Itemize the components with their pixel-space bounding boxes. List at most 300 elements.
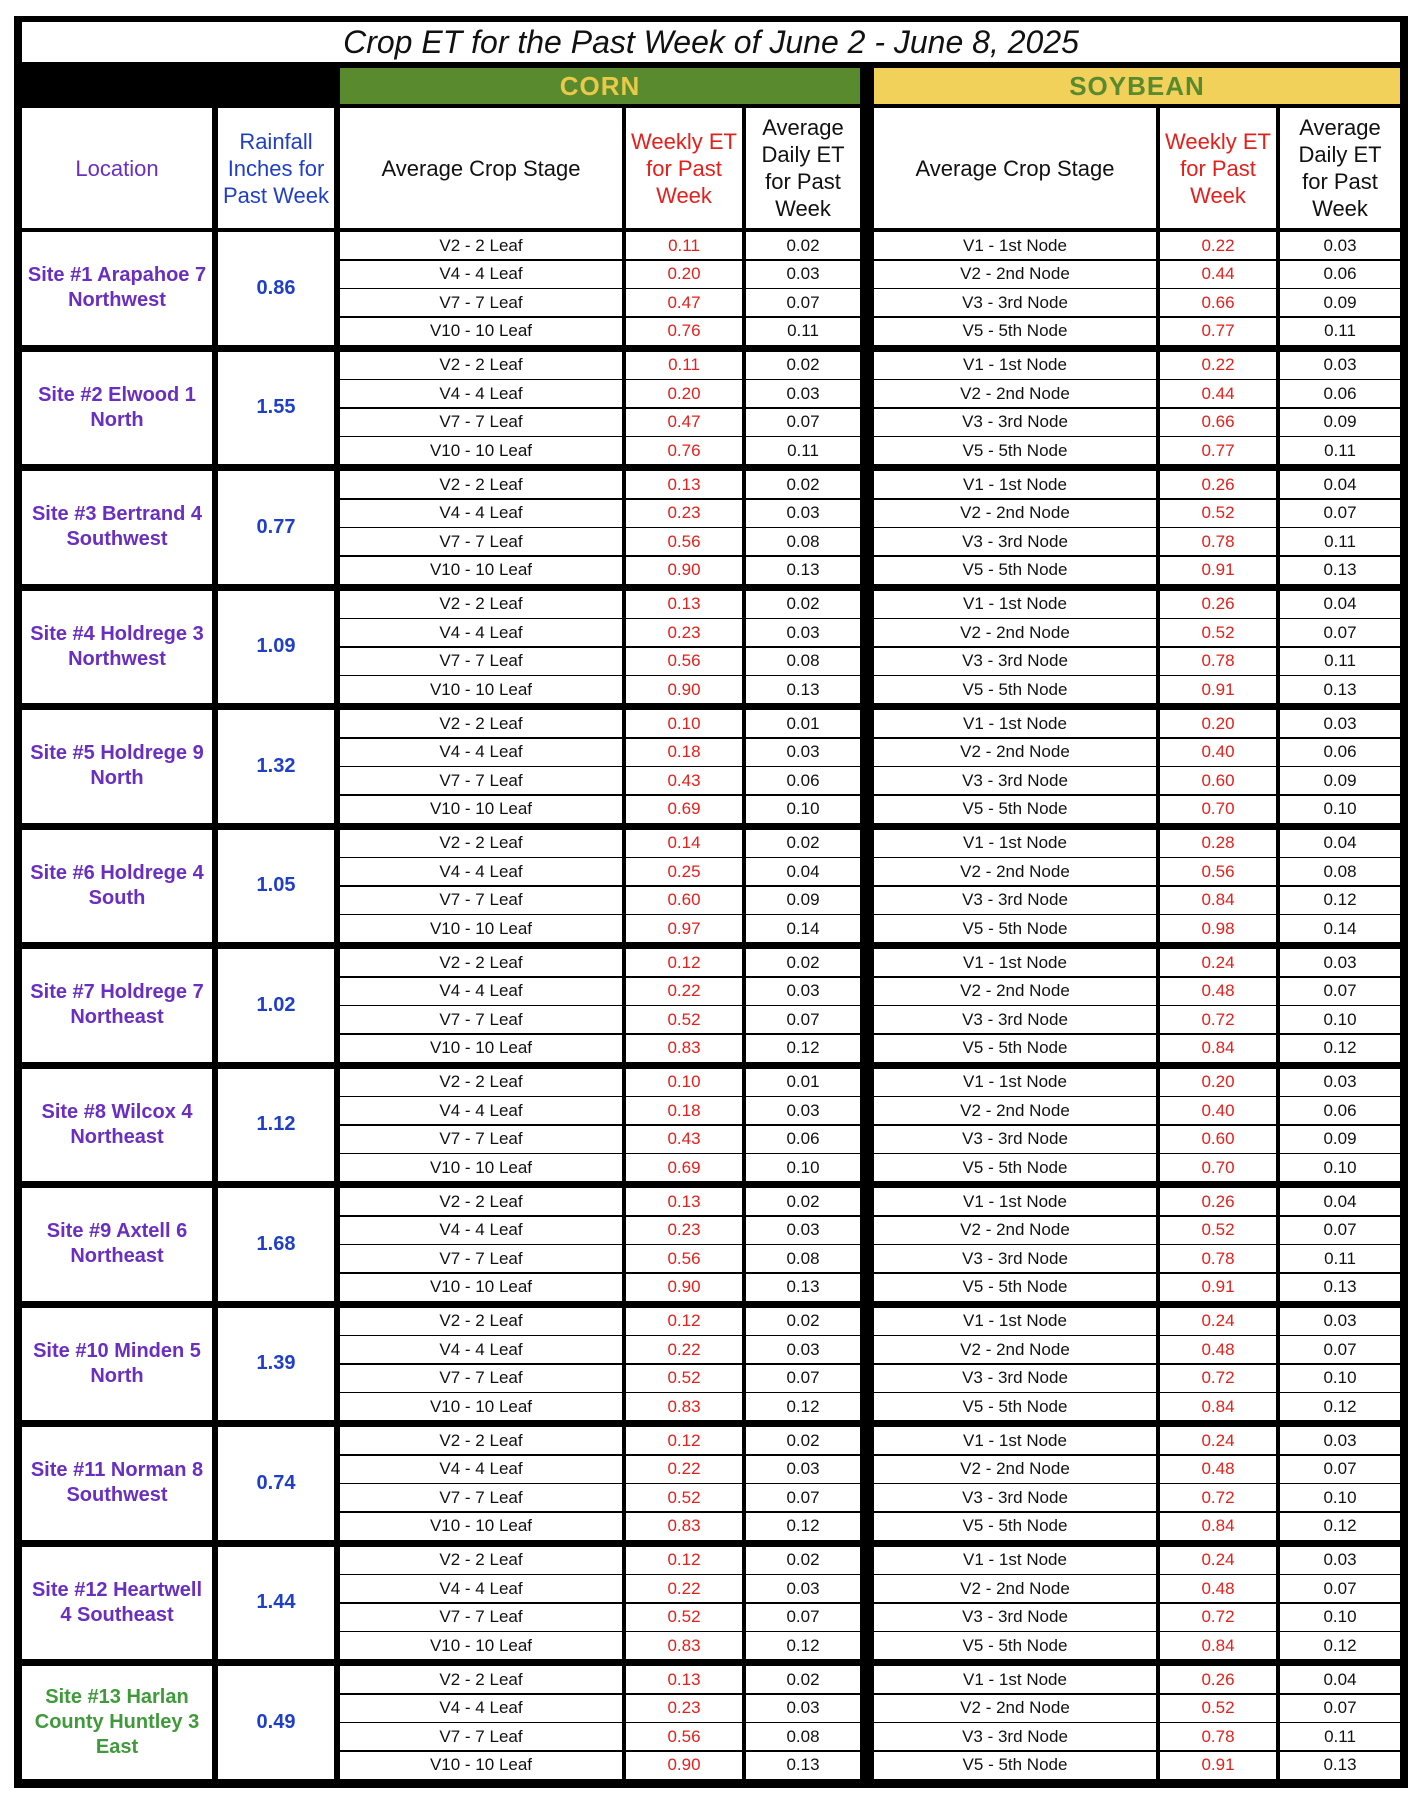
soy-daily-et: 0.09 xyxy=(1280,1126,1400,1153)
corn-daily-et: 0.09 xyxy=(746,887,860,914)
soy-daily-et: 0.10 xyxy=(1280,1604,1400,1631)
soy-stage: V2 - 2nd Node xyxy=(874,261,1156,288)
corn-weekly-et: 0.83 xyxy=(626,1035,742,1062)
corn-stage: V7 - 7 Leaf xyxy=(340,1126,622,1153)
corn-daily-et: 0.08 xyxy=(746,1723,860,1750)
corn-stage: V10 - 10 Leaf xyxy=(340,1513,622,1540)
corn-stage: V10 - 10 Leaf xyxy=(340,318,622,345)
corn-daily-et: 0.11 xyxy=(746,318,860,345)
soy-stage: V1 - 1st Node xyxy=(874,949,1156,976)
soy-stage: V5 - 5th Node xyxy=(874,437,1156,464)
soy-weekly-et: 0.84 xyxy=(1160,1035,1276,1062)
soy-stage: V3 - 3rd Node xyxy=(874,887,1156,914)
corn-stage: V2 - 2 Leaf xyxy=(340,1308,622,1335)
corn-stage: V10 - 10 Leaf xyxy=(340,1632,622,1659)
corn-weekly-et: 0.11 xyxy=(626,352,742,379)
site-rainfall: 1.68 xyxy=(218,1188,334,1301)
corn-stage: V2 - 2 Leaf xyxy=(340,830,622,857)
corn-stage: V10 - 10 Leaf xyxy=(340,557,622,584)
soy-weekly-et: 0.20 xyxy=(1160,710,1276,737)
corn-daily-et: 0.06 xyxy=(746,767,860,794)
corn-weekly-et: 0.83 xyxy=(626,1632,742,1659)
soy-stage: V2 - 2nd Node xyxy=(874,1575,1156,1602)
corn-stage: V7 - 7 Leaf xyxy=(340,1723,622,1750)
soy-stage: V2 - 2nd Node xyxy=(874,1097,1156,1124)
corn-stage: V4 - 4 Leaf xyxy=(340,1336,622,1363)
corn-daily-et: 0.07 xyxy=(746,1484,860,1511)
corn-weekly-et: 0.90 xyxy=(626,1752,742,1779)
corn-daily-et: 0.02 xyxy=(746,830,860,857)
corn-weekly-et: 0.25 xyxy=(626,858,742,885)
corn-daily-et: 0.02 xyxy=(746,591,860,618)
soy-stage: V3 - 3rd Node xyxy=(874,1484,1156,1511)
soy-weekly-et: 0.70 xyxy=(1160,1154,1276,1181)
corn-daily-et: 0.03 xyxy=(746,1336,860,1363)
soy-daily-et: 0.07 xyxy=(1280,978,1400,1005)
corn-stage: V7 - 7 Leaf xyxy=(340,1604,622,1631)
corn-stage: V10 - 10 Leaf xyxy=(340,437,622,464)
soy-stage: V2 - 2nd Node xyxy=(874,858,1156,885)
site-rainfall: 1.05 xyxy=(218,830,334,943)
site-location: Site #12 Heartwell 4 Southeast xyxy=(22,1547,212,1660)
soy-daily-et: 0.04 xyxy=(1280,1188,1400,1215)
soybean-band: SOYBEAN xyxy=(874,68,1400,104)
soy-weekly-et: 0.78 xyxy=(1160,1723,1276,1750)
soy-weekly-et: 0.91 xyxy=(1160,1752,1276,1779)
soy-daily-et: 0.03 xyxy=(1280,1069,1400,1096)
corn-weekly-et: 0.23 xyxy=(626,1217,742,1244)
corn-daily-et: 0.01 xyxy=(746,1069,860,1096)
soy-weekly-et: 0.72 xyxy=(1160,1006,1276,1033)
soy-daily-et: 0.03 xyxy=(1280,949,1400,976)
header-corn-stage: Average Crop Stage xyxy=(340,108,622,228)
corn-stage: V7 - 7 Leaf xyxy=(340,289,622,316)
corn-daily-et: 0.03 xyxy=(746,1217,860,1244)
soy-stage: V2 - 2nd Node xyxy=(874,1456,1156,1483)
corn-stage: V4 - 4 Leaf xyxy=(340,1217,622,1244)
soy-stage: V5 - 5th Node xyxy=(874,1154,1156,1181)
soy-weekly-et: 0.78 xyxy=(1160,528,1276,555)
corn-stage: V4 - 4 Leaf xyxy=(340,739,622,766)
corn-weekly-et: 0.23 xyxy=(626,1695,742,1722)
soy-daily-et: 0.10 xyxy=(1280,1365,1400,1392)
site-location: Site #6 Holdrege 4 South xyxy=(22,830,212,943)
soy-daily-et: 0.06 xyxy=(1280,261,1400,288)
corn-weekly-et: 0.23 xyxy=(626,500,742,527)
soy-daily-et: 0.07 xyxy=(1280,1695,1400,1722)
soy-weekly-et: 0.66 xyxy=(1160,409,1276,436)
corn-stage: V7 - 7 Leaf xyxy=(340,1484,622,1511)
corn-stage: V4 - 4 Leaf xyxy=(340,1097,622,1124)
soy-stage: V1 - 1st Node xyxy=(874,1188,1156,1215)
corn-weekly-et: 0.83 xyxy=(626,1513,742,1540)
site-rainfall: 1.02 xyxy=(218,949,334,1062)
soy-stage: V3 - 3rd Node xyxy=(874,648,1156,675)
soy-daily-et: 0.07 xyxy=(1280,1336,1400,1363)
corn-stage: V10 - 10 Leaf xyxy=(340,1035,622,1062)
site-rainfall: 0.86 xyxy=(218,232,334,345)
corn-weekly-et: 0.10 xyxy=(626,1069,742,1096)
corn-stage: V7 - 7 Leaf xyxy=(340,887,622,914)
soy-daily-et: 0.07 xyxy=(1280,500,1400,527)
corn-stage: V10 - 10 Leaf xyxy=(340,676,622,703)
soy-weekly-et: 0.44 xyxy=(1160,261,1276,288)
header-rainfall: Rainfall Inches for Past Week xyxy=(218,108,334,228)
site-rainfall: 0.49 xyxy=(218,1666,334,1779)
soy-daily-et: 0.03 xyxy=(1280,352,1400,379)
header-soy-weekly-et: Weekly ET for Past Week xyxy=(1160,108,1276,228)
site-location: Site #1 Arapahoe 7 Northwest xyxy=(22,232,212,345)
soy-weekly-et: 0.24 xyxy=(1160,949,1276,976)
soy-weekly-et: 0.26 xyxy=(1160,471,1276,498)
soy-daily-et: 0.12 xyxy=(1280,1632,1400,1659)
corn-weekly-et: 0.22 xyxy=(626,978,742,1005)
soy-weekly-et: 0.20 xyxy=(1160,1069,1276,1096)
corn-stage: V2 - 2 Leaf xyxy=(340,352,622,379)
corn-daily-et: 0.08 xyxy=(746,648,860,675)
soy-weekly-et: 0.77 xyxy=(1160,318,1276,345)
soy-daily-et: 0.03 xyxy=(1280,1427,1400,1454)
soy-stage: V2 - 2nd Node xyxy=(874,500,1156,527)
corn-daily-et: 0.02 xyxy=(746,949,860,976)
site-location: Site #13 Harlan County Huntley 3 East xyxy=(22,1666,212,1779)
site-rainfall: 1.55 xyxy=(218,352,334,465)
soy-daily-et: 0.03 xyxy=(1280,232,1400,259)
corn-weekly-et: 0.22 xyxy=(626,1336,742,1363)
soy-daily-et: 0.11 xyxy=(1280,1723,1400,1750)
corn-daily-et: 0.08 xyxy=(746,1245,860,1272)
site-location: Site #7 Holdrege 7 Northeast xyxy=(22,949,212,1062)
site-location: Site #10 Minden 5 North xyxy=(22,1308,212,1421)
corn-band: CORN xyxy=(340,68,860,104)
soy-stage: V5 - 5th Node xyxy=(874,796,1156,823)
soy-daily-et: 0.06 xyxy=(1280,380,1400,407)
soy-stage: V5 - 5th Node xyxy=(874,1632,1156,1659)
soy-stage: V2 - 2nd Node xyxy=(874,619,1156,646)
corn-weekly-et: 0.97 xyxy=(626,915,742,942)
corn-stage: V2 - 2 Leaf xyxy=(340,471,622,498)
corn-daily-et: 0.03 xyxy=(746,500,860,527)
soy-daily-et: 0.12 xyxy=(1280,887,1400,914)
soy-stage: V5 - 5th Node xyxy=(874,1274,1156,1301)
soy-daily-et: 0.13 xyxy=(1280,1752,1400,1779)
corn-weekly-et: 0.52 xyxy=(626,1604,742,1631)
soy-stage: V1 - 1st Node xyxy=(874,591,1156,618)
corn-stage: V7 - 7 Leaf xyxy=(340,1006,622,1033)
soy-weekly-et: 0.48 xyxy=(1160,978,1276,1005)
corn-daily-et: 0.03 xyxy=(746,978,860,1005)
corn-stage: V4 - 4 Leaf xyxy=(340,1695,622,1722)
soy-weekly-et: 0.48 xyxy=(1160,1336,1276,1363)
corn-daily-et: 0.02 xyxy=(746,1666,860,1693)
soy-weekly-et: 0.66 xyxy=(1160,289,1276,316)
corn-daily-et: 0.14 xyxy=(746,915,860,942)
corn-stage: V10 - 10 Leaf xyxy=(340,915,622,942)
corn-stage: V10 - 10 Leaf xyxy=(340,796,622,823)
corn-daily-et: 0.07 xyxy=(746,409,860,436)
corn-stage: V4 - 4 Leaf xyxy=(340,261,622,288)
soy-daily-et: 0.04 xyxy=(1280,471,1400,498)
corn-stage: V4 - 4 Leaf xyxy=(340,858,622,885)
soy-daily-et: 0.10 xyxy=(1280,1006,1400,1033)
soy-stage: V1 - 1st Node xyxy=(874,352,1156,379)
soy-weekly-et: 0.77 xyxy=(1160,437,1276,464)
corn-stage: V7 - 7 Leaf xyxy=(340,767,622,794)
soy-weekly-et: 0.52 xyxy=(1160,1217,1276,1244)
site-rainfall: 1.12 xyxy=(218,1069,334,1182)
corn-weekly-et: 0.10 xyxy=(626,710,742,737)
soy-weekly-et: 0.40 xyxy=(1160,739,1276,766)
soy-stage: V3 - 3rd Node xyxy=(874,1245,1156,1272)
soy-daily-et: 0.11 xyxy=(1280,648,1400,675)
corn-daily-et: 0.07 xyxy=(746,1604,860,1631)
corn-daily-et: 0.02 xyxy=(746,471,860,498)
soy-daily-et: 0.07 xyxy=(1280,1217,1400,1244)
corn-daily-et: 0.02 xyxy=(746,1188,860,1215)
soy-stage: V1 - 1st Node xyxy=(874,1069,1156,1096)
corn-weekly-et: 0.90 xyxy=(626,557,742,584)
corn-weekly-et: 0.56 xyxy=(626,1723,742,1750)
soy-daily-et: 0.14 xyxy=(1280,915,1400,942)
soy-stage: V3 - 3rd Node xyxy=(874,1006,1156,1033)
corn-weekly-et: 0.52 xyxy=(626,1484,742,1511)
soy-daily-et: 0.03 xyxy=(1280,1547,1400,1574)
soy-weekly-et: 0.22 xyxy=(1160,232,1276,259)
crop-et-table xyxy=(14,16,1408,1788)
soy-daily-et: 0.10 xyxy=(1280,1154,1400,1181)
soy-daily-et: 0.06 xyxy=(1280,1097,1400,1124)
soy-stage: V5 - 5th Node xyxy=(874,557,1156,584)
soy-daily-et: 0.10 xyxy=(1280,796,1400,823)
header-soy-stage: Average Crop Stage xyxy=(874,108,1156,228)
corn-daily-et: 0.02 xyxy=(746,232,860,259)
corn-stage: V2 - 2 Leaf xyxy=(340,1427,622,1454)
corn-daily-et: 0.07 xyxy=(746,289,860,316)
soy-weekly-et: 0.52 xyxy=(1160,1695,1276,1722)
soy-daily-et: 0.07 xyxy=(1280,1575,1400,1602)
corn-weekly-et: 0.69 xyxy=(626,796,742,823)
soy-stage: V3 - 3rd Node xyxy=(874,289,1156,316)
soy-stage: V3 - 3rd Node xyxy=(874,1126,1156,1153)
soy-stage: V1 - 1st Node xyxy=(874,1666,1156,1693)
soy-stage: V1 - 1st Node xyxy=(874,1308,1156,1335)
soy-weekly-et: 0.24 xyxy=(1160,1308,1276,1335)
corn-weekly-et: 0.47 xyxy=(626,289,742,316)
corn-weekly-et: 0.23 xyxy=(626,619,742,646)
soy-daily-et: 0.12 xyxy=(1280,1035,1400,1062)
soy-weekly-et: 0.22 xyxy=(1160,352,1276,379)
soy-stage: V5 - 5th Node xyxy=(874,1035,1156,1062)
soy-weekly-et: 0.56 xyxy=(1160,858,1276,885)
soy-weekly-et: 0.84 xyxy=(1160,1632,1276,1659)
corn-weekly-et: 0.69 xyxy=(626,1154,742,1181)
site-rainfall: 0.77 xyxy=(218,471,334,584)
corn-weekly-et: 0.43 xyxy=(626,767,742,794)
soy-stage: V1 - 1st Node xyxy=(874,1427,1156,1454)
corn-daily-et: 0.12 xyxy=(746,1393,860,1420)
corn-weekly-et: 0.12 xyxy=(626,949,742,976)
corn-stage: V4 - 4 Leaf xyxy=(340,978,622,1005)
corn-weekly-et: 0.11 xyxy=(626,232,742,259)
soy-weekly-et: 0.72 xyxy=(1160,1365,1276,1392)
corn-weekly-et: 0.52 xyxy=(626,1006,742,1033)
soy-daily-et: 0.03 xyxy=(1280,1308,1400,1335)
corn-weekly-et: 0.52 xyxy=(626,1365,742,1392)
corn-stage: V10 - 10 Leaf xyxy=(340,1393,622,1420)
soy-daily-et: 0.13 xyxy=(1280,557,1400,584)
corn-stage: V7 - 7 Leaf xyxy=(340,528,622,555)
corn-weekly-et: 0.20 xyxy=(626,380,742,407)
corn-daily-et: 0.12 xyxy=(746,1513,860,1540)
table-title: Crop ET for the Past Week of June 2 - June 8, 2025 xyxy=(22,22,1400,62)
corn-weekly-et: 0.12 xyxy=(626,1547,742,1574)
soy-weekly-et: 0.98 xyxy=(1160,915,1276,942)
corn-daily-et: 0.12 xyxy=(746,1632,860,1659)
soy-stage: V2 - 2nd Node xyxy=(874,1695,1156,1722)
corn-daily-et: 0.13 xyxy=(746,676,860,703)
corn-weekly-et: 0.12 xyxy=(626,1308,742,1335)
soy-daily-et: 0.11 xyxy=(1280,528,1400,555)
corn-weekly-et: 0.13 xyxy=(626,1188,742,1215)
soy-weekly-et: 0.91 xyxy=(1160,557,1276,584)
corn-weekly-et: 0.12 xyxy=(626,1427,742,1454)
site-location: Site #2 Elwood 1 North xyxy=(22,352,212,465)
soy-weekly-et: 0.72 xyxy=(1160,1604,1276,1631)
soy-weekly-et: 0.70 xyxy=(1160,796,1276,823)
corn-stage: V10 - 10 Leaf xyxy=(340,1752,622,1779)
corn-stage: V2 - 2 Leaf xyxy=(340,1666,622,1693)
corn-weekly-et: 0.22 xyxy=(626,1575,742,1602)
corn-stage: V2 - 2 Leaf xyxy=(340,710,622,737)
soy-daily-et: 0.09 xyxy=(1280,767,1400,794)
corn-daily-et: 0.08 xyxy=(746,528,860,555)
site-rainfall: 1.39 xyxy=(218,1308,334,1421)
header-location: Location xyxy=(22,108,212,228)
corn-stage: V2 - 2 Leaf xyxy=(340,949,622,976)
corn-daily-et: 0.07 xyxy=(746,1006,860,1033)
soy-weekly-et: 0.48 xyxy=(1160,1575,1276,1602)
corn-stage: V7 - 7 Leaf xyxy=(340,1365,622,1392)
soy-stage: V5 - 5th Node xyxy=(874,915,1156,942)
corn-stage: V4 - 4 Leaf xyxy=(340,500,622,527)
soy-weekly-et: 0.91 xyxy=(1160,1274,1276,1301)
corn-weekly-et: 0.60 xyxy=(626,887,742,914)
soy-weekly-et: 0.78 xyxy=(1160,1245,1276,1272)
soy-weekly-et: 0.28 xyxy=(1160,830,1276,857)
soy-stage: V1 - 1st Node xyxy=(874,471,1156,498)
soy-daily-et: 0.06 xyxy=(1280,739,1400,766)
corn-weekly-et: 0.83 xyxy=(626,1393,742,1420)
soy-stage: V3 - 3rd Node xyxy=(874,1604,1156,1631)
soy-weekly-et: 0.78 xyxy=(1160,648,1276,675)
soy-weekly-et: 0.48 xyxy=(1160,1456,1276,1483)
soy-daily-et: 0.11 xyxy=(1280,318,1400,345)
soy-stage: V5 - 5th Node xyxy=(874,318,1156,345)
corn-weekly-et: 0.56 xyxy=(626,528,742,555)
header-soy-daily-et: Average Daily ET for Past Week xyxy=(1280,108,1400,228)
soy-stage: V3 - 3rd Node xyxy=(874,528,1156,555)
corn-daily-et: 0.03 xyxy=(746,619,860,646)
soy-weekly-et: 0.84 xyxy=(1160,887,1276,914)
corn-daily-et: 0.10 xyxy=(746,796,860,823)
site-location: Site #11 Norman 8 Southwest xyxy=(22,1427,212,1540)
soy-weekly-et: 0.52 xyxy=(1160,500,1276,527)
corn-stage: V2 - 2 Leaf xyxy=(340,1188,622,1215)
corn-daily-et: 0.03 xyxy=(746,1575,860,1602)
soy-weekly-et: 0.60 xyxy=(1160,767,1276,794)
corn-daily-et: 0.03 xyxy=(746,380,860,407)
soy-weekly-et: 0.60 xyxy=(1160,1126,1276,1153)
corn-stage: V4 - 4 Leaf xyxy=(340,1575,622,1602)
site-rainfall: 1.44 xyxy=(218,1547,334,1660)
corn-stage: V4 - 4 Leaf xyxy=(340,1456,622,1483)
corn-weekly-et: 0.56 xyxy=(626,648,742,675)
corn-daily-et: 0.11 xyxy=(746,437,860,464)
site-rainfall: 1.32 xyxy=(218,710,334,823)
corn-stage: V2 - 2 Leaf xyxy=(340,1547,622,1574)
corn-stage: V7 - 7 Leaf xyxy=(340,648,622,675)
corn-daily-et: 0.01 xyxy=(746,710,860,737)
corn-daily-et: 0.07 xyxy=(746,1365,860,1392)
soy-daily-et: 0.12 xyxy=(1280,1393,1400,1420)
soy-stage: V1 - 1st Node xyxy=(874,710,1156,737)
soy-stage: V3 - 3rd Node xyxy=(874,1723,1156,1750)
soy-weekly-et: 0.52 xyxy=(1160,619,1276,646)
corn-weekly-et: 0.47 xyxy=(626,409,742,436)
site-location: Site #3 Bertrand 4 Southwest xyxy=(22,471,212,584)
soy-daily-et: 0.11 xyxy=(1280,437,1400,464)
soy-weekly-et: 0.84 xyxy=(1160,1513,1276,1540)
corn-daily-et: 0.02 xyxy=(746,352,860,379)
soy-daily-et: 0.08 xyxy=(1280,858,1400,885)
corn-daily-et: 0.03 xyxy=(746,739,860,766)
corn-stage: V10 - 10 Leaf xyxy=(340,1154,622,1181)
corn-stage: V4 - 4 Leaf xyxy=(340,619,622,646)
corn-daily-et: 0.13 xyxy=(746,557,860,584)
corn-daily-et: 0.02 xyxy=(746,1308,860,1335)
corn-stage: V2 - 2 Leaf xyxy=(340,1069,622,1096)
soy-stage: V1 - 1st Node xyxy=(874,1547,1156,1574)
soy-daily-et: 0.13 xyxy=(1280,1274,1400,1301)
header-corn-weekly-et: Weekly ET for Past Week xyxy=(626,108,742,228)
soy-daily-et: 0.10 xyxy=(1280,1484,1400,1511)
soy-stage: V3 - 3rd Node xyxy=(874,767,1156,794)
corn-stage: V10 - 10 Leaf xyxy=(340,1274,622,1301)
soy-stage: V5 - 5th Node xyxy=(874,1393,1156,1420)
site-location: Site #8 Wilcox 4 Northeast xyxy=(22,1069,212,1182)
soy-stage: V2 - 2nd Node xyxy=(874,739,1156,766)
soy-daily-et: 0.04 xyxy=(1280,1666,1400,1693)
corn-weekly-et: 0.18 xyxy=(626,1097,742,1124)
soy-daily-et: 0.09 xyxy=(1280,289,1400,316)
soy-weekly-et: 0.91 xyxy=(1160,676,1276,703)
soy-stage: V2 - 2nd Node xyxy=(874,978,1156,1005)
corn-weekly-et: 0.13 xyxy=(626,591,742,618)
corn-weekly-et: 0.13 xyxy=(626,1666,742,1693)
soy-daily-et: 0.04 xyxy=(1280,591,1400,618)
soy-weekly-et: 0.84 xyxy=(1160,1393,1276,1420)
corn-stage: V2 - 2 Leaf xyxy=(340,591,622,618)
site-location: Site #4 Holdrege 3 Northwest xyxy=(22,591,212,704)
soy-stage: V2 - 2nd Node xyxy=(874,1336,1156,1363)
corn-daily-et: 0.13 xyxy=(746,1752,860,1779)
soy-stage: V2 - 2nd Node xyxy=(874,380,1156,407)
corn-daily-et: 0.02 xyxy=(746,1427,860,1454)
soy-daily-et: 0.12 xyxy=(1280,1513,1400,1540)
corn-stage: V7 - 7 Leaf xyxy=(340,409,622,436)
corn-weekly-et: 0.13 xyxy=(626,471,742,498)
corn-weekly-et: 0.76 xyxy=(626,318,742,345)
